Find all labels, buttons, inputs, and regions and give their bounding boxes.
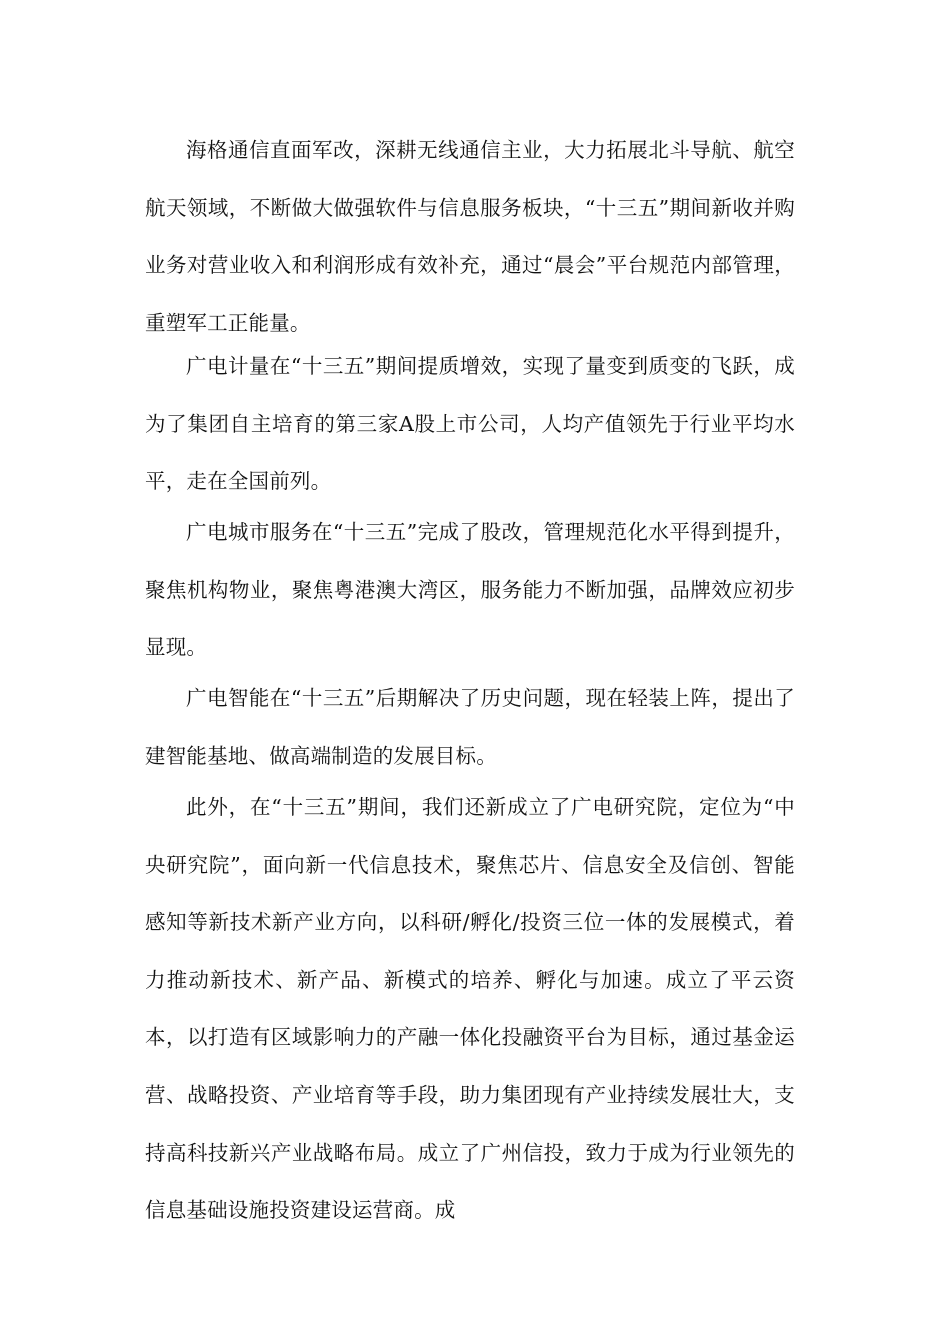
paragraph-grg-metrology: 广电计量在“十三五”期间提质增效，实现了量变到质变的飞跃，成为了集团自主培育的第三家A股上市公司，人均产值领先于行业平均水平，走在全国前列。 xyxy=(145,354,795,494)
paragraph-new-institutions: 此外，在“十三五”期间，我们还新成立了广电研究院，定位为“中央研究院”，面向新一代信息技术，聚焦芯片、信息安全及信创、智能感知等新技术新产业方向，以科研/孵化/投资三位一体的发展模式，着力推动新技术、新产品、新模式的培养、孵化与加速。成立了平云资本，以打造有区域影响力的产融一体化投融资平台为目标，通过基金运营、战略投资、产业培育等手段，助力集团现有产业持续发展壮大，支持高科技新兴产业战略布局。成立了广州信投，致力于成为行业领先的信息基础设施投资建设运营商。成 xyxy=(145,795,795,1223)
paragraph-haige-communications: 海格通信直面军改，深耕无线通信主业，大力拓展北斗导航、航空航天领域，不断做大做强软件与信息服务板块，“十三五”期间新收并购业务对营业收入和利润形成有效补充，通过“晨会”平台规范内部管理，重塑军工正能量。 xyxy=(145,138,795,335)
paragraph-grg-city-services: 广电城市服务在“十三五”完成了股改，管理规范化水平得到提升，聚焦机构物业，聚焦粤港澳大湾区，服务能力不断加强，品牌效应初步显现。 xyxy=(145,520,795,660)
paragraph-grg-intelligence: 广电智能在“十三五”后期解决了历史问题，现在轻装上阵，提出了建智能基地、做高端制造的发展目标。 xyxy=(145,686,795,768)
